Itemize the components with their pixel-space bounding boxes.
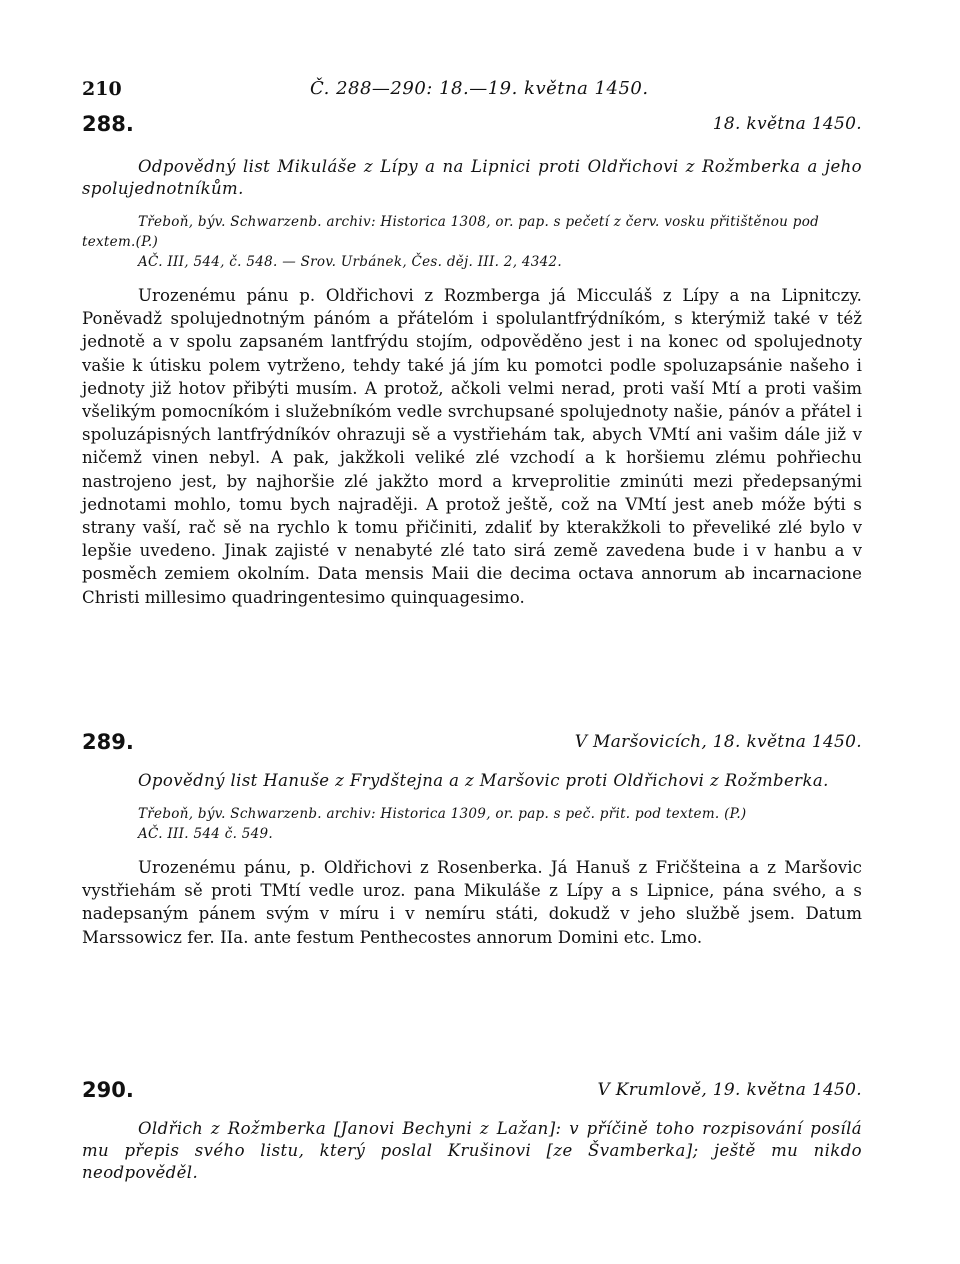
source-line: Třeboň, býv. Schwarzenb. archiv: Historica 1308, or. pap. s pečetí z červ. vosku přitištěnou pod bbox=[138, 214, 820, 230]
document-place-date: V Krumlově, 19. května 1450. bbox=[597, 1080, 862, 1100]
document-text: Urozenému pánu p. Oldřichovi z Rozmberga já Micculáš z Lípy a na Lipnitczy. Poněvadž spolujednotným pánóm a přátelóm i spolulantfrýdníkóm, s kterýmiž také v též jednotě a v spolu zapsaném lantfrýdu stojím, odpověděno jest i na konec od spolujednoty vašie k útisku polem vytrženo, tehdy také já jím ku pomotci podle spoluzapsánie našeho i jednoty již hotov přibýti musím. A protož, ačkoli velmi nerad, proti vaší Mtí a proti vašim všelikým pomocníkóm i služebníkóm vedle svrchupsané spolujednoty našie, pánóv a přátel i spoluzápisných lantfrýdníkóv ohrazuji sě a vystřiehám tak, abych VMtí ani vašim dále již v ničemž vinen nebyl. A pak, jakžkoli veliké zlé vzchodí a k horšiemu zlému pohřiechu nastrojeno jest, by najhoršie zlé jakžto mord a krveprolitie zminúti mezi předepsanými jednotami mohlo, tomu bych najraději. A protož ještě, což na VMtí jest aneb móže býti s strany vaší, rač sě na rychlo k tomu přičiniti, zdaliť by kterakžkoli to převeliké zlé bylo v lepšie uvedeno. Jinak zajisté v nenabyté zlé tato sirá země zavedena bude i v hanbu a v posměch zemiem okolním. Data mensis Maii die decima octava annorum ab incarnacione Christi millesimo quadringentesimo quinquagesimo. bbox=[82, 286, 862, 607]
running-title: Č. 288—290: 18.—19. května 1450. bbox=[310, 78, 649, 99]
running-header bbox=[82, 70, 862, 106]
document-number: 288. bbox=[82, 112, 134, 136]
document-heading bbox=[82, 112, 862, 146]
document-heading bbox=[82, 730, 862, 764]
document-place-date: 18. května 1450. bbox=[712, 114, 862, 134]
document-place-date: V Maršovicích, 18. května 1450. bbox=[574, 732, 862, 752]
document-entry-288 bbox=[82, 112, 862, 609]
document-summary: Oldřich z Rožmberka [Janovi Bechyni z Lažan]: v příčině toho rozpisování posílá mu přepis svého listu, který poslal Krušinovi [ze Švamberka]; ještě mu nikdo neodpověděl. bbox=[82, 1119, 862, 1182]
document-summary: Odpovědný list Mikuláše z Lípy a na Lipnici proti Oldřichovi z Rožmberka a jeho spolujednotníkům. bbox=[82, 157, 862, 198]
document-source-note bbox=[82, 212, 862, 272]
document-heading bbox=[82, 1078, 862, 1112]
document-source-note bbox=[82, 804, 862, 844]
document-entry-289 bbox=[82, 730, 862, 949]
page-number: 210 bbox=[82, 78, 122, 100]
document-text: Urozenému pánu, p. Oldřichovi z Rosenberka. Já Hanuš z Fričšteina a z Maršovic vystřiehám sě proti TMtí vedle uroz. pana Mikuláše z Lípy a s Lipnice, pána svého, a s nadepsaným pánem svým v míru i v nemíru státi, dokudž v jeho službě jsem. Datum Marssowicz fer. IIa. ante festum Penthecostes annorum Domini etc. Lmo. bbox=[82, 858, 862, 947]
source-line: AČ. III. 544 č. 549. bbox=[138, 826, 274, 842]
document-summary: Opovědný list Hanuše z Frydštejna a z Maršovic proti Oldřichovi z Rožmberka. bbox=[138, 771, 829, 790]
source-line: textem.(P.) bbox=[82, 234, 159, 250]
book-page bbox=[82, 70, 862, 1182]
source-line: Třeboň, býv. Schwarzenb. archiv: Historica 1309, or. pap. s peč. přit. pod textem. (P.) bbox=[138, 806, 747, 822]
document-number: 289. bbox=[82, 730, 134, 754]
document-number: 290. bbox=[82, 1078, 134, 1102]
document-entry-290 bbox=[82, 1078, 862, 1196]
source-line: AČ. III, 544, č. 548. — Srov. Urbánek, Čes. děj. III. 2, 4342. bbox=[138, 254, 563, 270]
